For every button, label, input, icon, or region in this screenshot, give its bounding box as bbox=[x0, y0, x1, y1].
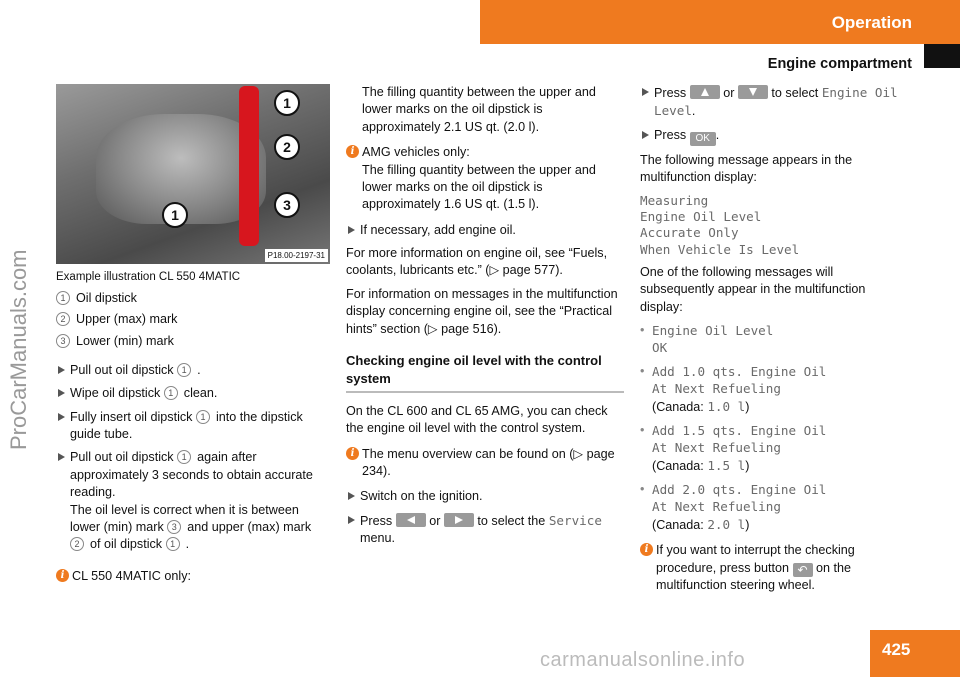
page-number: 425 bbox=[882, 640, 911, 659]
step-select-engine-oil: Press or to select Engine Oil Level. bbox=[640, 84, 910, 121]
message-option: • Add 2.0 qts. Engine Oil At Next Refueling (Canada: 2.0 l) bbox=[640, 481, 910, 534]
header-section-tab bbox=[480, 0, 960, 44]
figure-code: P18.00-2197-31 bbox=[265, 249, 328, 262]
callout-1-top: 1 bbox=[274, 90, 300, 116]
control-system-text: On the CL 600 and CL 65 AMG, you can check the engine oil level with the control system. bbox=[346, 403, 608, 436]
info-menu-overview: i The menu overview can be found on (▷ page 234). bbox=[346, 446, 624, 481]
dipstick-highlight bbox=[239, 86, 259, 246]
legend-item bbox=[56, 290, 330, 307]
info-icon: i bbox=[346, 447, 359, 460]
legend-number: 2 bbox=[56, 312, 70, 326]
engine-oil-reference: For more information on engine oil, see “Fuels, coolants, lubricants etc.” (▷ page 577). bbox=[346, 246, 608, 278]
step-insert-dipstick: Fully insert oil dipstick 1 into the dipstick guide tube. bbox=[56, 409, 330, 444]
messages-reference: For information on messages in the multifunction display concerning engine oil, see the “Practical hints” section (▷ page 516). bbox=[346, 286, 618, 336]
step-select-service: Press or to select the Service menu. bbox=[346, 512, 624, 548]
legend-item bbox=[56, 333, 330, 350]
message-option: • Add 1.0 qts. Engine Oil At Next Refueling (Canada: 1.0 l) bbox=[640, 363, 910, 416]
legend-number: 1 bbox=[56, 291, 70, 305]
header-subsection-title: Engine compartment bbox=[767, 56, 912, 72]
header-marker bbox=[924, 44, 960, 68]
right-arrow-key-icon bbox=[444, 513, 474, 527]
message-intro: The following message appears in the multifunction display: bbox=[640, 152, 853, 185]
side-watermark: ProCarManuals.com bbox=[6, 249, 31, 450]
legend-item bbox=[56, 311, 330, 328]
info-interrupt: i If you want to interrupt the checking procedure, press button ↶ on the multifunction steering wheel. bbox=[640, 542, 910, 594]
legend-number: 3 bbox=[56, 334, 70, 348]
callout-3: 3 bbox=[274, 192, 300, 218]
step-press-ok: Press OK . bbox=[640, 127, 910, 146]
legend-label: Oil dipstick bbox=[76, 290, 137, 305]
message-option: • Add 1.5 qts. Engine Oil At Next Refueling (Canada: 1.5 l) bbox=[640, 422, 910, 475]
legend-label: Lower (min) mark bbox=[76, 333, 174, 348]
step-ignition: Switch on the ignition. bbox=[346, 488, 624, 505]
column-middle bbox=[346, 84, 624, 553]
engine-photo bbox=[56, 84, 330, 264]
callout-2: 2 bbox=[274, 134, 300, 160]
ok-key-icon: OK bbox=[690, 132, 716, 146]
info-icon: i bbox=[640, 543, 653, 556]
step-read-dipstick: Pull out oil dipstick 1 again after approximately 3 seconds to obtain accurate reading. The oil level is correct when it is between lower (min) mark 3 and upper (max) mark 2 of oil dipstick 1 . bbox=[56, 449, 330, 553]
header-section-title: Operation bbox=[831, 13, 912, 32]
callout-1-bottom: 1 bbox=[162, 202, 188, 228]
info-amg: i AMG vehicles only: The filling quantity between the upper and lower marks on the oil dipstick is approximately 1.6 US qt. (1.5 l). bbox=[346, 144, 624, 214]
info-cl550: i CL 550 4MATIC only: bbox=[56, 568, 330, 585]
down-arrow-key-icon bbox=[738, 85, 768, 99]
step-pull-dipstick: Pull out oil dipstick 1 . bbox=[56, 362, 330, 379]
message-option: • Engine Oil Level OK bbox=[640, 322, 910, 357]
back-key-icon: ↶ bbox=[793, 563, 813, 577]
column-right bbox=[640, 84, 910, 602]
filling-quantity-text: The filling quantity between the upper and lower marks on the oil dipstick is approximately 2.1 US qt. (2.0 l). bbox=[362, 85, 596, 134]
column-left bbox=[56, 84, 330, 593]
info-icon: i bbox=[56, 569, 69, 582]
figure-caption: Example illustration CL 550 4MATIC bbox=[56, 271, 241, 283]
section-heading: Checking engine oil level with the control system bbox=[346, 352, 624, 393]
step-add-oil: If necessary, add engine oil. bbox=[346, 222, 624, 239]
page-number-tab bbox=[870, 630, 960, 677]
display-message: Measuring Engine Oil Level Accurate Only When Vehicle Is Level bbox=[640, 192, 800, 257]
left-arrow-key-icon bbox=[396, 513, 426, 527]
step-wipe-dipstick: Wipe oil dipstick 1 clean. bbox=[56, 385, 330, 402]
legend-label: Upper (max) mark bbox=[76, 312, 178, 327]
bottom-watermark: carmanualsonline.info bbox=[540, 649, 746, 671]
subsequent-intro: One of the following messages will subsequently appear in the multifunction display: bbox=[640, 264, 866, 314]
up-arrow-key-icon bbox=[690, 85, 720, 99]
info-icon: i bbox=[346, 145, 359, 158]
